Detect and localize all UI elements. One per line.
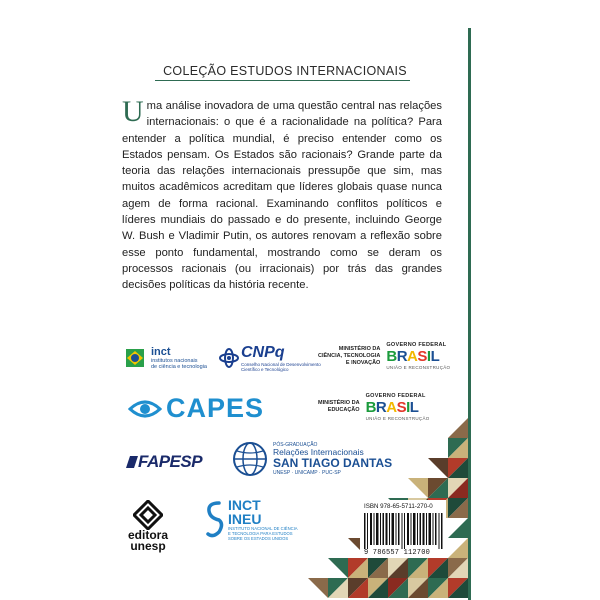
ineu-sub3: SOBRE OS ESTADOS UNIDOS [228, 536, 289, 541]
blurb-text: ma análise inovadora de uma questão central nas relações internacionais: o que é a racionalidade na política? Para entender a política mundial, é preciso entender como os Estados pensam. Os Estados são racionais? Grande parte da teoria das relações internacionais pressupõe que sim, mas muitos acadêmicos acreditam que líderes globais quase nunca agem de forma racional. Examinando conflitos políticos e líderes mundiais do passado e do presente, incluindo George W. Bush e Vladimir Putin, os autores renovam a reflexão sobre esse ponto fundamental, mostrando como se deram os processos racionais (ou irracionais) por trás das grandes decisões políticas da história recente. [122, 100, 442, 292]
blurb-dropcap: U [122, 95, 144, 128]
inct-sub1: institutos nacionais [151, 358, 198, 364]
cnpq-sub2: Científico e Tecnológico [241, 367, 289, 372]
gov1-brasil-wordmark: B R A S I L [386, 348, 440, 365]
santiago-l4: UNESP · UNICAMP · PUC-SP [273, 470, 341, 476]
gov1-ministry2: CIÊNCIA, TECNOLOGIA [318, 352, 381, 359]
ineu-sub2: E TECNOLOGIA PARA ESTUDOS [228, 531, 293, 536]
gov2-ministry2: EDUCAÇÃO [327, 407, 360, 413]
isbn-digits: 9 786557 112700 [364, 549, 431, 557]
ineu-l1: INCT [228, 497, 261, 513]
ineu-l2: INEU [228, 511, 262, 527]
isbn-label: ISBN 978-65-5711-270-0 [364, 503, 433, 510]
gov2-ministry1: MINISTÉRIO DA [318, 400, 360, 406]
gov1-ministry3: E INOVAÇÃO [345, 359, 381, 366]
gov2-uniao: UNIÃO E RECONSTRUÇÃO [365, 416, 430, 421]
ineu-sub1: INSTITUTO NACIONAL DE CIÊNCIA [228, 526, 298, 531]
santiago-l3: SAN TIAGO DANTAS [273, 456, 393, 470]
capes-name: CAPES [166, 393, 265, 423]
inct-name: inct [151, 346, 171, 358]
gov1-gf: GOVERNO FEDERAL [386, 342, 447, 348]
gov2-brasil-wordmark: B R A S I L [365, 399, 419, 416]
gov1-ministry1: MINISTÉRIO DA [338, 345, 381, 352]
inct-sub2: de ciência e tecnologia [151, 364, 207, 370]
barcode-icon [364, 513, 444, 549]
santiago-l1: PÓS-GRADUAÇÃO [273, 442, 318, 448]
editora-l1: editora [128, 528, 169, 542]
cnpq-sub1: Conselho Nacional de Desenvolvimento [241, 362, 321, 367]
series-title: COLEÇÃO ESTUDOS INTERNACIONAIS [163, 64, 407, 78]
gov2-gf: GOVERNO FEDERAL [365, 393, 426, 399]
santiago-l2: Relações Internacionais [273, 447, 364, 457]
editora-l2: unesp [130, 539, 166, 553]
gov1-uniao: UNIÃO E RECONSTRUÇÃO [386, 365, 451, 370]
fapesp-name: FAPESP [138, 452, 203, 471]
cnpq-name: CNPq [241, 344, 285, 361]
